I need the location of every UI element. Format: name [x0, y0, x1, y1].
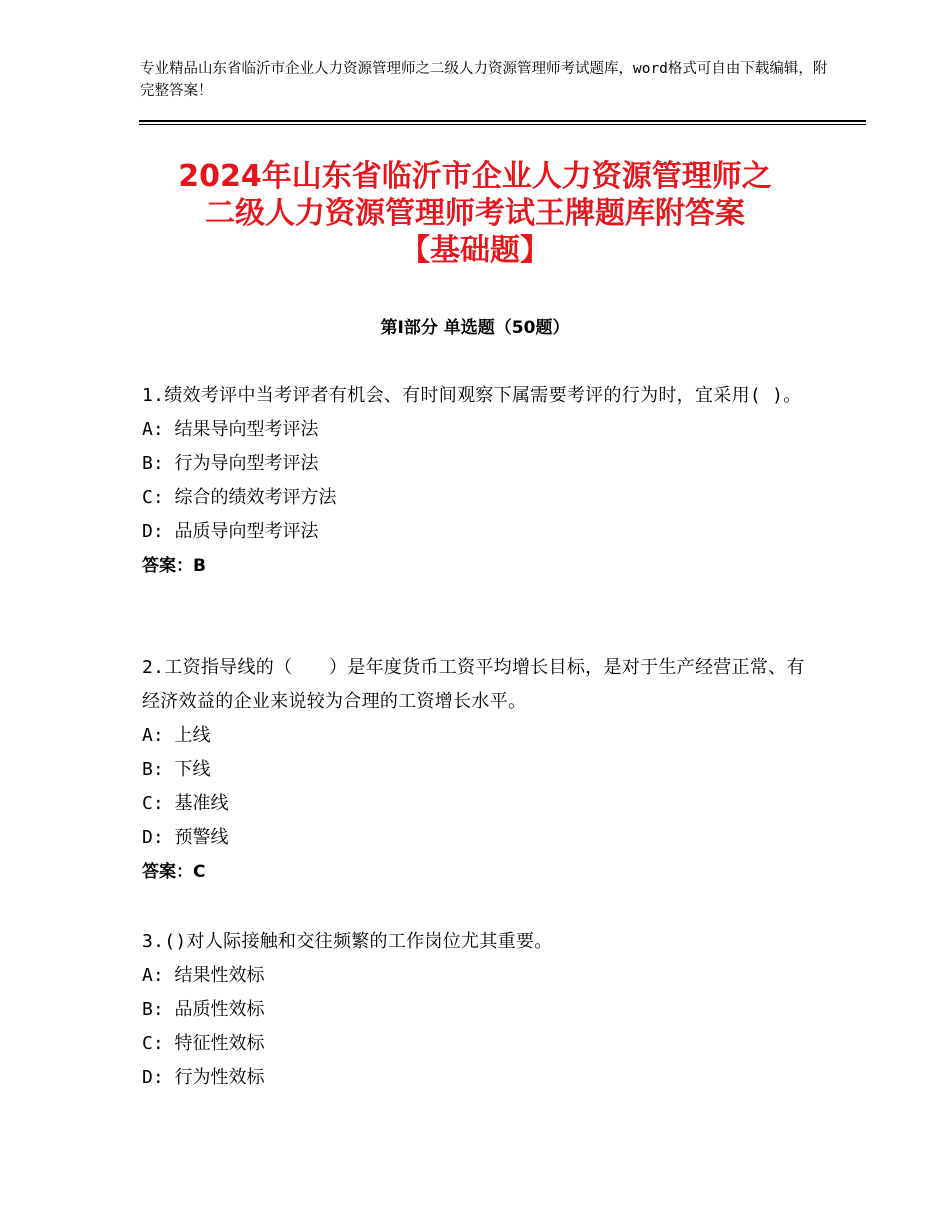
- header-divider-thin: [139, 124, 866, 125]
- option-a: A: 结果导向型考评法: [142, 419, 319, 440]
- header-divider-thick: [139, 120, 866, 122]
- answer-label: 答案：C: [142, 862, 206, 882]
- title-line-1: 2024年山东省临沂市企业人力资源管理师之: [178, 159, 772, 194]
- question-3: [142, 925, 822, 1095]
- question-1: [142, 379, 822, 583]
- option-a: A: 上线: [142, 725, 211, 746]
- option-c: C: 综合的绩效考评方法: [142, 487, 337, 508]
- title-line-3: 【基础题】: [400, 233, 550, 268]
- question-2: [142, 651, 822, 889]
- answer-label: 答案：B: [142, 556, 206, 576]
- question-stem: 3.()对人际接触和交往频繁的工作岗位尤其重要。: [142, 931, 553, 952]
- option-d: D: 行为性效标: [142, 1067, 265, 1088]
- option-a: A: 结果性效标: [142, 965, 265, 986]
- option-c: C: 特征性效标: [142, 1033, 265, 1054]
- header-note: 专业精品山东省临沂市企业人力资源管理师之二级人力资源管理师考试题库，word格式可自由下载编辑，附完整答案！: [140, 61, 828, 99]
- option-b: B: 下线: [142, 759, 211, 780]
- title-line-2: 二级人力资源管理师考试王牌题库附答案: [205, 196, 745, 231]
- section-heading: 第Ⅰ部分 单选题（50题）: [380, 318, 570, 338]
- document-title: [120, 158, 830, 269]
- question-stem: 2.工资指导线的（ ）是年度货币工资平均增长目标，是对于生产经营正常、有经济效益的企业来说较为合理的工资增长水平。: [142, 657, 805, 712]
- option-d: D: 预警线: [142, 827, 229, 848]
- option-c: C: 基准线: [142, 793, 229, 814]
- option-b: B: 品质性效标: [142, 999, 265, 1020]
- option-d: D: 品质导向型考评法: [142, 521, 319, 542]
- question-stem: 1.绩效考评中当考评者有机会、有时间观察下属需要考评的行为时，宜采用( )。: [142, 385, 802, 406]
- option-b: B: 行为导向型考评法: [142, 453, 319, 474]
